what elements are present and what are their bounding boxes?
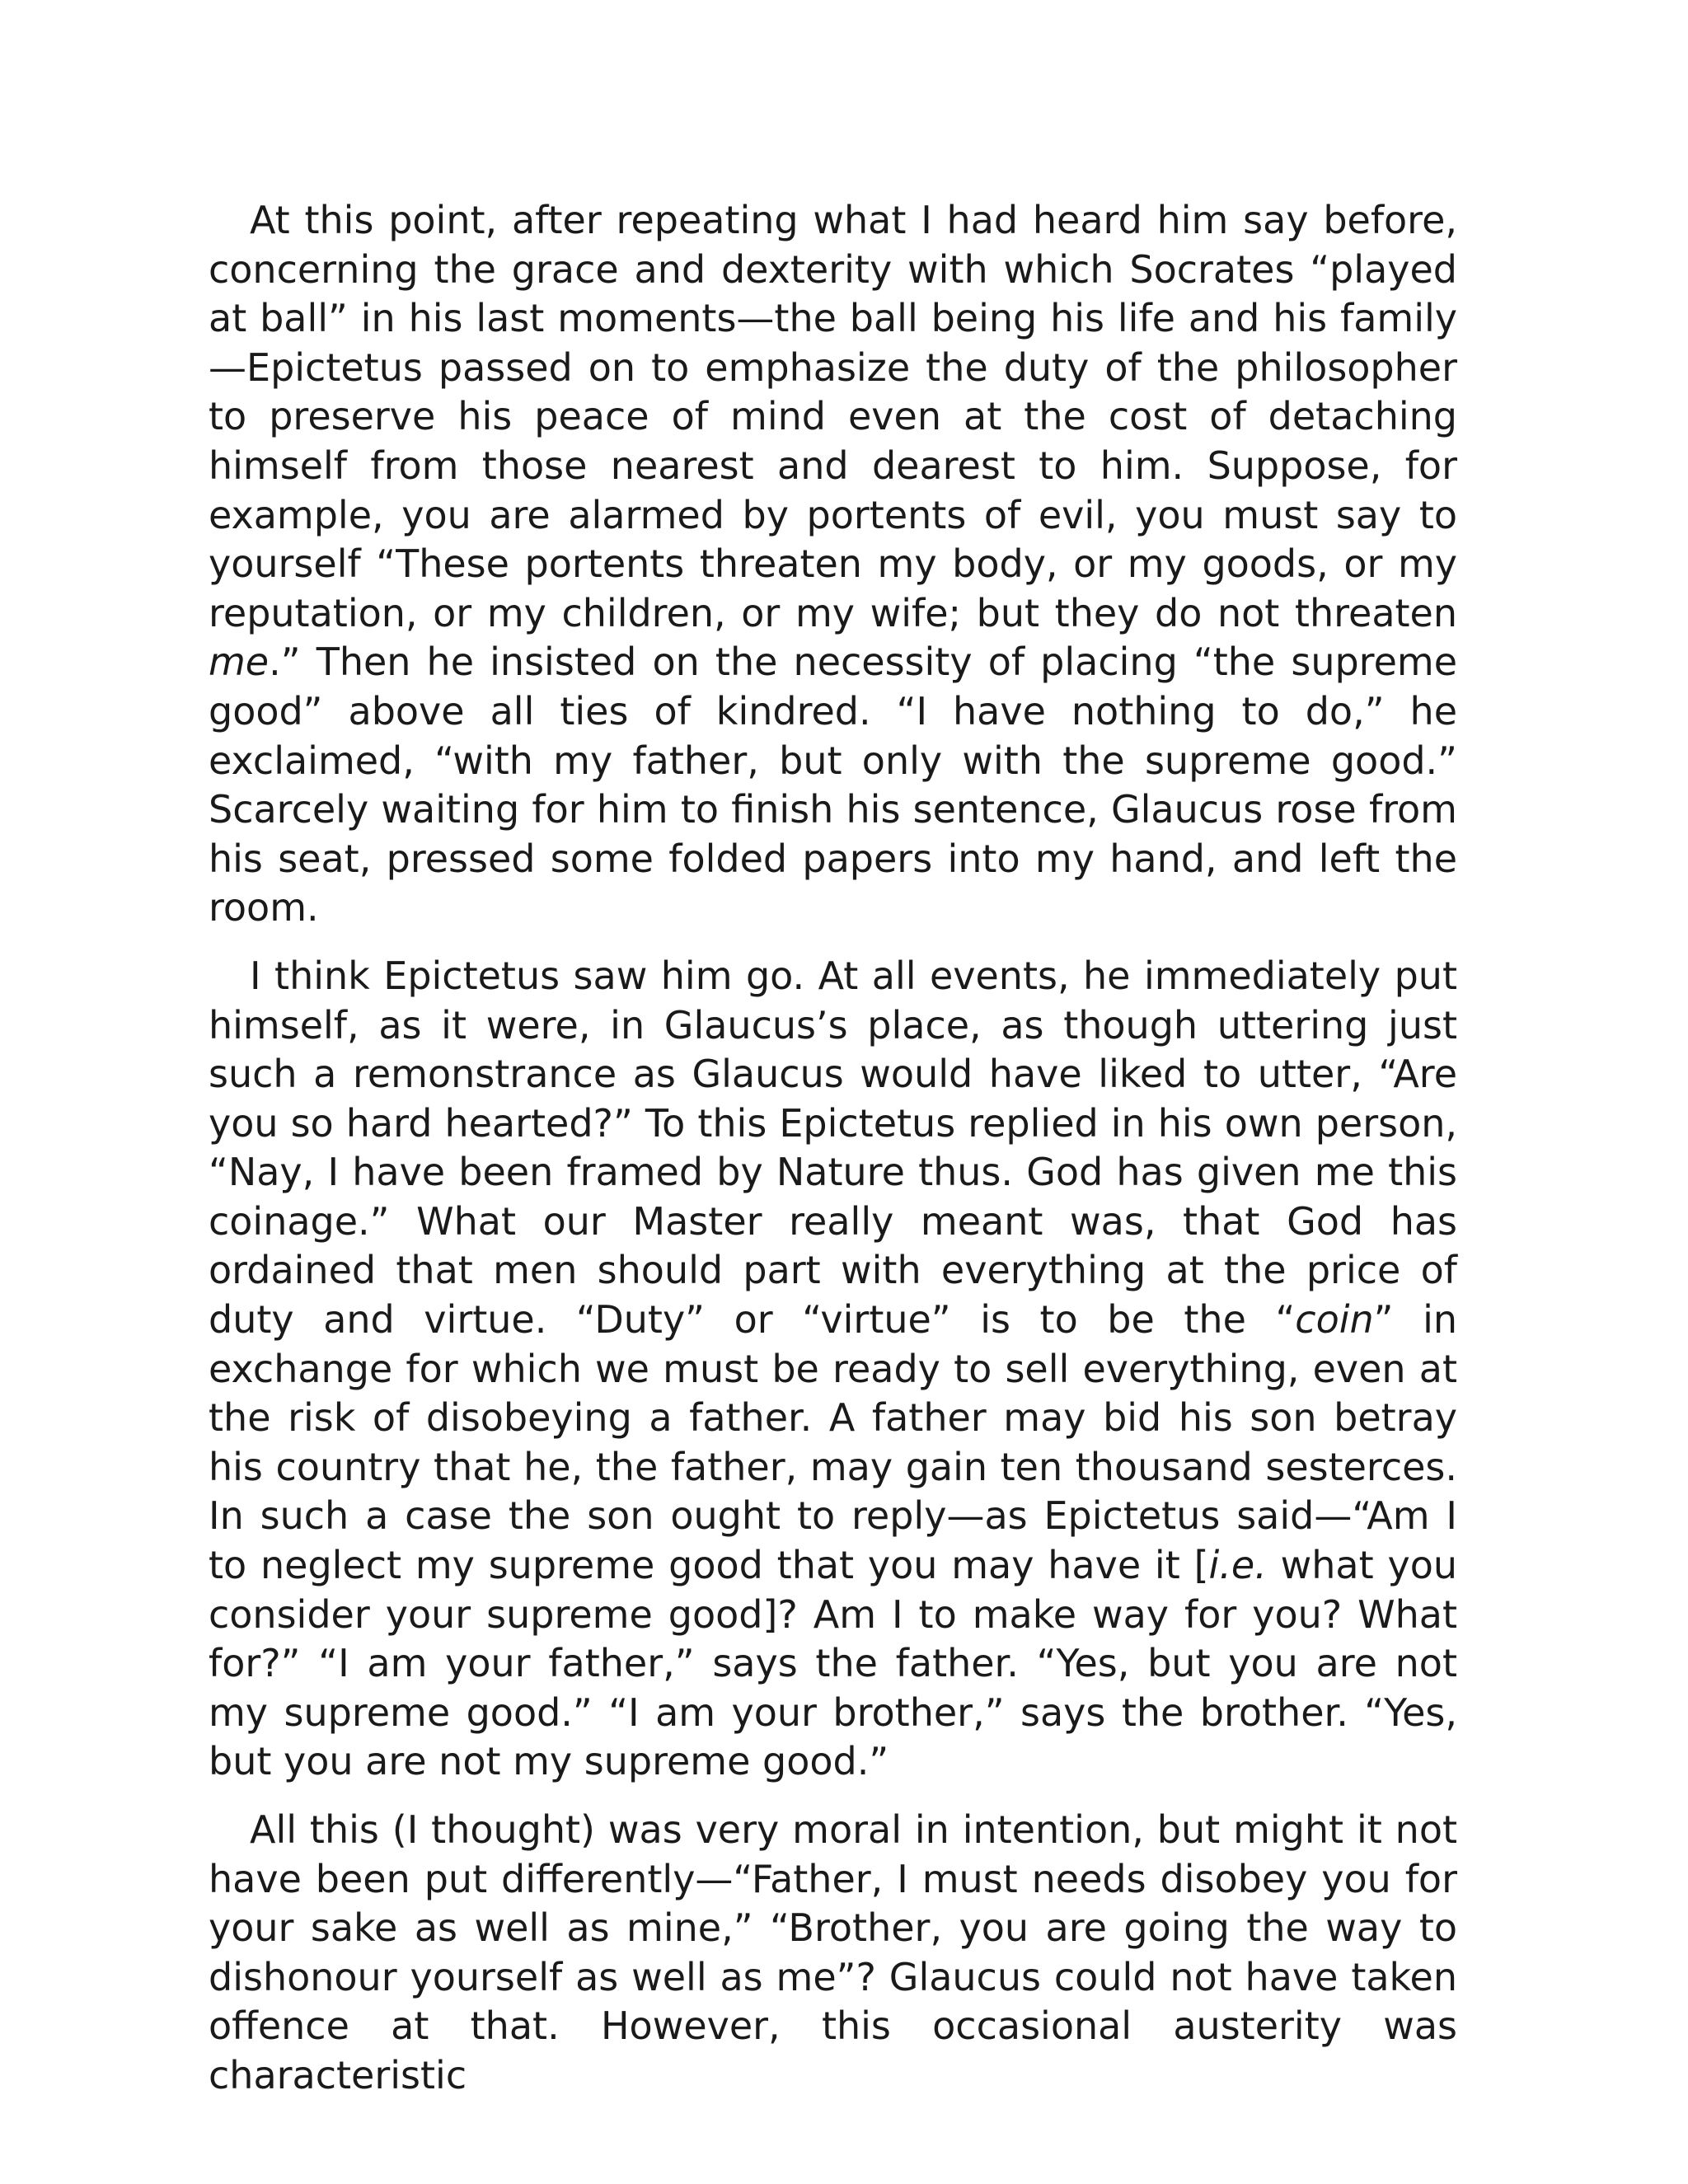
paragraph-3 [209, 1806, 1457, 2101]
paragraph-1-text-2: .” Then he insisted on the necessity of placing “the supreme good” above all ties of kindred. “I have nothing to do,” he exclaimed, “with my father, but only with the supreme good.” Scarcely waiting for him to finish his sentence, Glaucus rose from his seat, pressed some folded papers into my hand, and left the room. [209, 640, 1457, 930]
paragraph-1 [209, 196, 1457, 933]
emphasis-ie: i.e. [1208, 1543, 1267, 1588]
paragraph-2-text-3: what you consider your supreme good]? Am I to make way for you? What for?” “I am your father,” says the father. “Yes, but you are not my supreme good.” “I am your brother,” says the brother. “Yes, but you are not my supreme good.” [209, 1543, 1457, 1784]
page-body [209, 196, 1457, 2120]
paragraph-3-text-1: All this (I thought) was very moral in intention, but might it not have been put differently—“Father, I must needs disobey you for your sake as well as mine,” “Brother, you are going the way to dishonour yourself as well as me”? Glaucus could not have taken offence at that. However, this occasional austerity was characteristic [209, 1807, 1457, 2097]
paragraph-2-text-1: I think Epictetus saw him go. At all events, he immediately put himself, as it were, in Glaucus’s place, as though uttering just such a remonstrance as Glaucus would have liked to utter, “Are you so hard hearted?” To this Epictetus replied in his own person, “Nay, I have been framed by Nature thus. God has given me this coinage.” What our Master really meant was, that God has ordained that men should part with everything at the price of duty and virtue. “Duty” or “virtue” is to be the “ [209, 953, 1457, 1343]
paragraph-1-text-1: At this point, after repeating what I had heard him say before, concerning the grace and dexterity with which Socrates “played at ball” in his last moments—the ball being his life and his family—Epictetus passed on to emphasize the duty of the philosopher to preserve his peace of mind even at the cost of detaching himself from those nearest and dearest to him. Suppose, for example, you are alarmed by portents of evil, you must say to yourself “These portents threaten my body, or my goods, or my reputation, or my children, or my wife; but they do not threaten [209, 198, 1457, 635]
paragraph-2-text-2: ” in exchange for which we must be ready to sell everything, even at the risk of disobeying a father. A father may bid his son betray his country that he, the father, may gain ten thousand sesterces. In such a case the son ought to reply—as Epictetus said—“Am I to neglect my supreme good that you may have it [ [209, 1297, 1457, 1588]
emphasis-me: me [209, 640, 270, 685]
paragraph-2 [209, 952, 1457, 1787]
emphasis-coin: coin [1295, 1297, 1374, 1343]
